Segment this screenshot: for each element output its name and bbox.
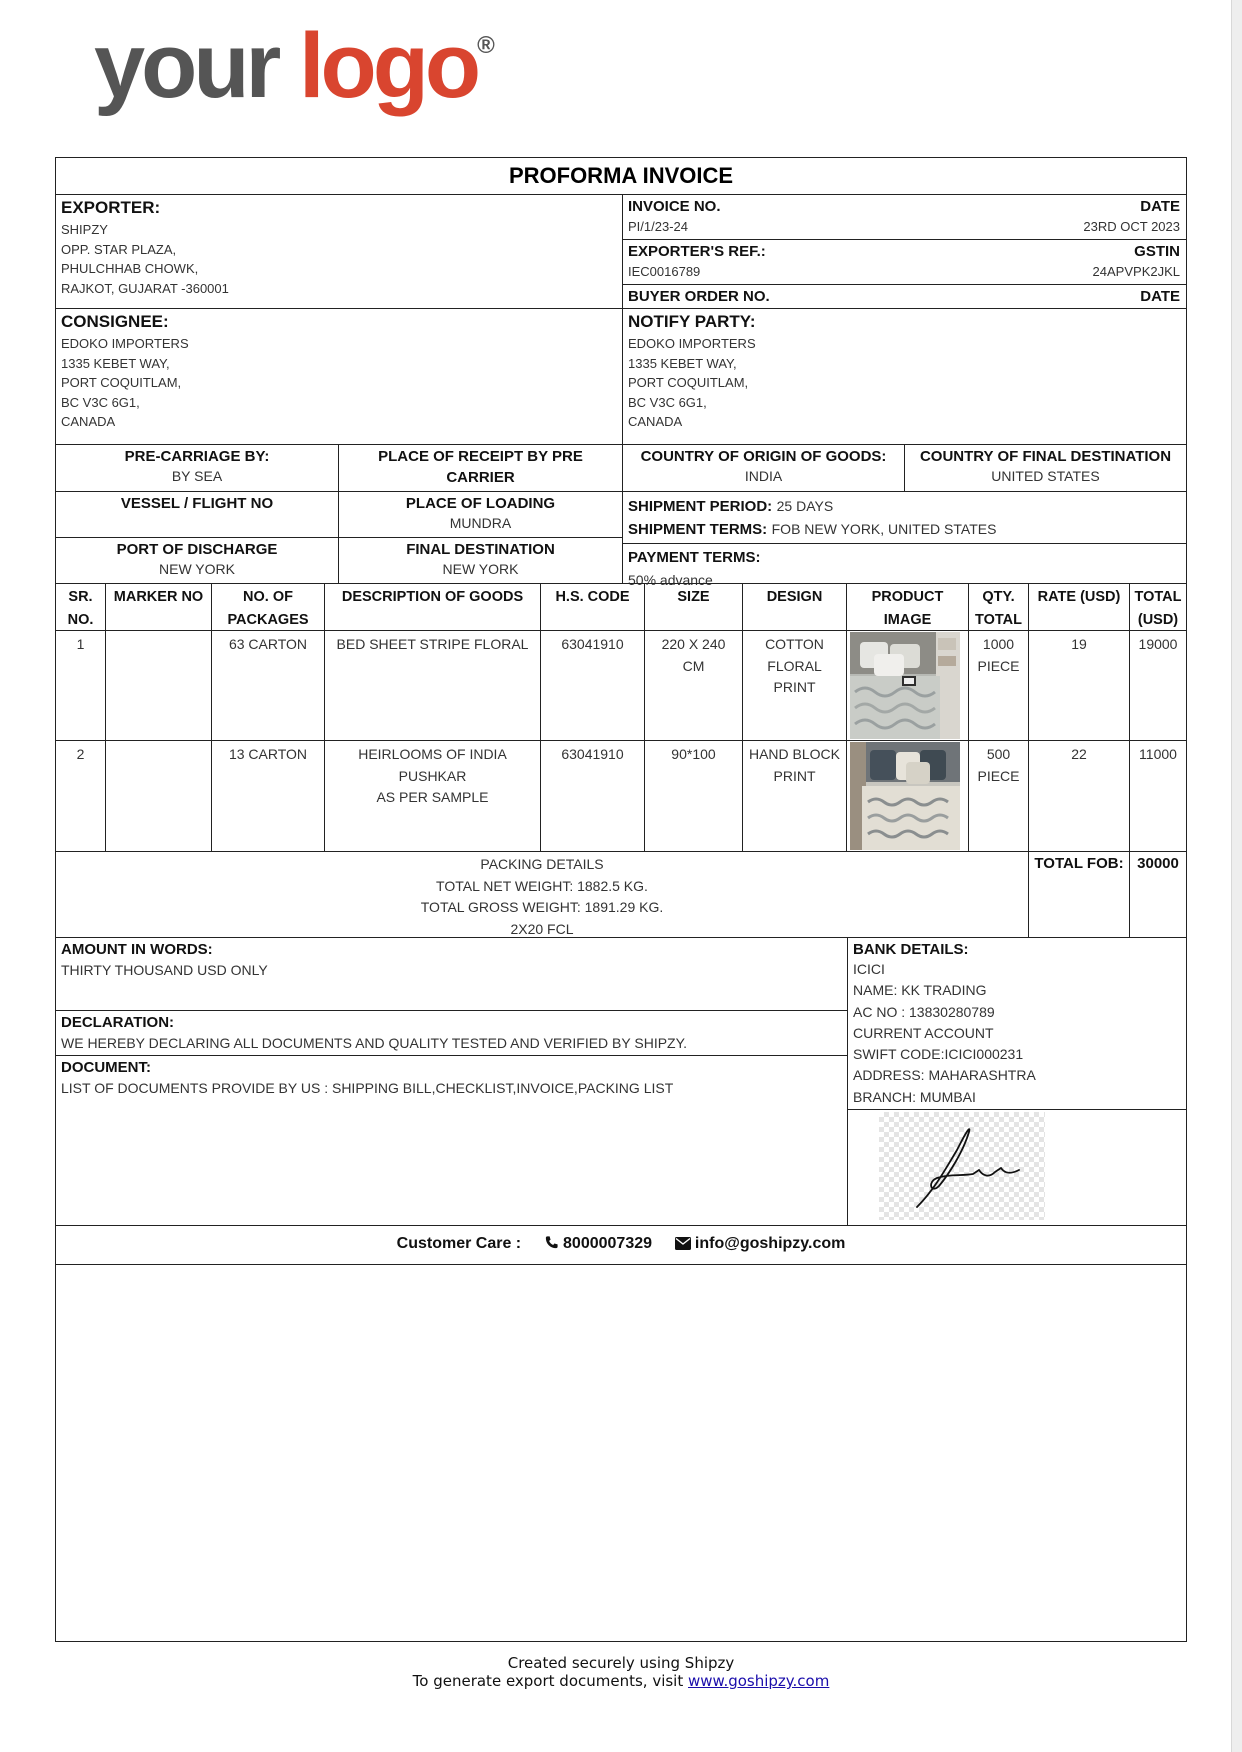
bank-line: SWIFT CODE:ICICI000231 xyxy=(853,1046,1024,1063)
consignee-line: PORT COQUITLAM, xyxy=(61,375,182,390)
exporter-ref-label: EXPORTER'S REF.: xyxy=(628,243,766,260)
bank-line: BRANCH: MUMBAI xyxy=(853,1088,976,1105)
discharge-label: PORT OF DISCHARGE xyxy=(116,541,278,558)
shipment-terms-block xyxy=(622,491,1186,588)
packing-container: 2X20 FCL xyxy=(510,920,574,937)
row-design-line: HAND BLOCK xyxy=(748,746,841,762)
row-design-line: FLORAL xyxy=(767,657,822,674)
footer-visit-text: To generate export documents, visit xyxy=(412,1672,689,1690)
exporter-line: SHIPZY xyxy=(61,222,108,237)
notify-line: BC V3C 6G1, xyxy=(628,394,707,410)
customer-care xyxy=(55,1225,1187,1262)
header-sr: SR. xyxy=(68,589,93,605)
amount-words: THIRTY THOUSAND USD ONLY xyxy=(61,962,268,978)
row-hs xyxy=(540,630,644,740)
row-marker xyxy=(105,630,211,740)
row-qty-line: PIECE xyxy=(977,767,1020,784)
row-desc-line: BED SHEET STRIPE FLORAL xyxy=(336,636,529,652)
notify-block xyxy=(622,308,1186,444)
consignee-line: CANADA xyxy=(61,414,116,429)
precarriage-label: PRE-CARRIAGE BY: xyxy=(124,448,270,465)
col-size xyxy=(644,583,742,630)
row-desc-line: HEIRLOOMS OF INDIA xyxy=(358,746,507,762)
precarriage-cell xyxy=(56,444,338,491)
row-design-line: PRINT xyxy=(773,679,816,695)
invoice-date: 23RD OCT 2023 xyxy=(1083,219,1180,234)
row-total-value: 11000 xyxy=(1139,746,1177,762)
row-packages-value: 63 CARTON xyxy=(228,636,308,652)
consignee-line: 1335 KEBET WAY, xyxy=(61,355,170,371)
row-rate xyxy=(1028,740,1129,851)
row-image-cell xyxy=(846,740,968,851)
customer-care-phone[interactable]: 8000007329 xyxy=(563,1235,653,1252)
row-hs-value: 63041910 xyxy=(561,746,624,762)
bank-line: ICICI xyxy=(853,961,885,977)
signature-image xyxy=(879,1112,1045,1220)
row-description xyxy=(324,630,540,740)
invoice-no: PI/1/23-24 xyxy=(628,219,688,234)
col-design xyxy=(742,583,846,630)
row-packages-value: 13 CARTON xyxy=(228,746,308,762)
table-row xyxy=(56,630,105,740)
customer-care-email[interactable]: info@goshipzy.com xyxy=(694,1235,846,1252)
loading-cell xyxy=(338,491,622,537)
row-image-cell xyxy=(846,630,968,740)
header-design: DESIGN xyxy=(766,589,823,605)
row-packages xyxy=(211,740,324,851)
destination-label: COUNTRY OF FINAL DESTINATION xyxy=(919,448,1172,465)
phone-icon xyxy=(544,1227,559,1264)
notify-line: CANADA xyxy=(628,414,683,429)
header-image: PRODUCT xyxy=(871,589,944,605)
terms-label: SHIPMENT TERMS: xyxy=(628,521,768,538)
buyer-order-label: BUYER ORDER NO. xyxy=(628,288,770,305)
total-fob-value-cell xyxy=(1129,851,1186,937)
row-design-line: COTTON xyxy=(765,636,824,652)
discharge-cell xyxy=(56,537,338,583)
final-destination: NEW YORK xyxy=(442,561,519,577)
envelope-icon xyxy=(675,1227,691,1264)
row-qty-line: PIECE xyxy=(977,657,1020,674)
row-size-line: 220 X 240 xyxy=(661,636,726,652)
row-total xyxy=(1129,630,1186,740)
origin-label: COUNTRY OF ORIGIN OF GOODS: xyxy=(640,448,887,465)
document-label: DOCUMENT: xyxy=(61,1059,151,1076)
document-text: LIST OF DOCUMENTS PROVIDE BY US : SHIPPING BILL,CHECKLIST,INVOICE,PACKING LIST xyxy=(61,1080,674,1096)
final-label: FINAL DESTINATION xyxy=(406,541,555,558)
vessel-cell xyxy=(56,491,338,537)
final-cell xyxy=(338,537,622,583)
exporter-label: EXPORTER: xyxy=(61,198,161,217)
origin: INDIA xyxy=(744,468,783,484)
page-edge xyxy=(1231,0,1242,1752)
row-design xyxy=(742,630,846,740)
col-sr xyxy=(56,583,105,630)
row-sr: 1 xyxy=(76,636,85,652)
footer-link[interactable]: www.goshipzy.com xyxy=(688,1672,830,1690)
loading: MUNDRA xyxy=(449,515,512,531)
period-label: SHIPMENT PERIOD: xyxy=(628,498,773,515)
notify-label: NOTIFY PARTY: xyxy=(628,312,756,331)
row-rate-value: 19 xyxy=(1071,636,1087,652)
precarriage: BY SEA xyxy=(171,468,223,484)
payment-terms: 50% advance xyxy=(628,572,713,588)
bank-line: AC NO : 13830280789 xyxy=(853,1003,995,1020)
receipt-label: PLACE OF RECEIPT BY PRE xyxy=(378,448,583,465)
col-qty xyxy=(968,583,1028,630)
bank-line: ADDRESS: MAHARASHTRA xyxy=(853,1067,1036,1084)
product-image-2 xyxy=(850,742,960,850)
row-qty-line: 500 xyxy=(986,746,1011,762)
header-rate: RATE (USD) xyxy=(1037,589,1121,605)
bank-label: BANK DETAILS: xyxy=(853,941,969,958)
discharge: NEW YORK xyxy=(159,561,235,577)
period: 25 DAYS xyxy=(776,498,834,514)
row-size-line: CM xyxy=(682,657,705,674)
table-row xyxy=(56,740,105,851)
header-total-2: (USD) xyxy=(1137,612,1179,628)
exporter-ref-block xyxy=(622,239,1186,284)
product-image-1 xyxy=(850,632,960,739)
row-packages xyxy=(211,630,324,740)
bank-line: CURRENT ACCOUNT xyxy=(853,1024,994,1041)
row-rate xyxy=(1028,630,1129,740)
header-image-2: IMAGE xyxy=(883,612,932,628)
receipt-cell xyxy=(338,444,622,491)
customer-care-label: Customer Care : xyxy=(396,1235,522,1252)
invoice-no-label: INVOICE NO. xyxy=(628,198,721,215)
row-total-value: 19000 xyxy=(1138,636,1178,652)
consignee-block xyxy=(56,308,622,444)
consignee-label: CONSIGNEE: xyxy=(61,312,169,331)
row-marker xyxy=(105,740,211,851)
header-size: SIZE xyxy=(677,589,710,605)
row-hs xyxy=(540,740,644,851)
row-qty xyxy=(968,740,1028,851)
destination: UNITED STATES xyxy=(991,468,1100,484)
col-rate xyxy=(1028,583,1129,630)
col-image xyxy=(846,583,968,630)
destination-cell xyxy=(904,444,1186,491)
exporter-line: PHULCHHAB CHOWK, xyxy=(61,261,199,276)
packing-net-weight: TOTAL NET WEIGHT: 1882.5 KG. xyxy=(436,877,648,894)
header-total: TOTAL xyxy=(1134,589,1182,605)
notify-line: EDOKO IMPORTERS xyxy=(628,336,756,351)
header-qty: QTY. xyxy=(982,589,1015,605)
footer xyxy=(0,1654,1242,1690)
exporter-line: RAJKOT, GUJARAT -360001 xyxy=(61,280,229,296)
row-size-line: 90*100 xyxy=(671,746,716,762)
gstin-label: GSTIN xyxy=(1134,243,1180,260)
declaration-block xyxy=(56,1010,847,1055)
col-hs xyxy=(540,583,644,630)
gstin: 24APVPK2JKL xyxy=(1092,264,1180,279)
packing-details xyxy=(56,851,1028,937)
receipt-label-2: CARRIER xyxy=(446,469,515,486)
loading-label: PLACE OF LOADING xyxy=(405,495,556,512)
payment-label: PAYMENT TERMS: xyxy=(628,549,761,566)
row-sr: 2 xyxy=(76,746,85,762)
header-hs: H.S. CODE xyxy=(555,589,630,605)
col-description xyxy=(324,583,540,630)
bank-details-block xyxy=(847,937,1186,1109)
row-size xyxy=(644,630,742,740)
shipment-terms: FOB NEW YORK, UNITED STATES xyxy=(771,521,997,537)
vessel-label: VESSEL / FLIGHT NO xyxy=(120,495,274,512)
row-hs-value: 63041910 xyxy=(561,636,624,652)
row-design-line: PRINT xyxy=(773,767,816,784)
header-qty-2: TOTAL xyxy=(975,612,1022,628)
bank-line: NAME: KK TRADING xyxy=(853,982,987,999)
total-fob-cell xyxy=(1028,851,1129,937)
row-design xyxy=(742,740,846,851)
declaration-text: WE HEREBY DECLARING ALL DOCUMENTS AND QUALITY TESTED AND VERIFIED BY SHIPZY. xyxy=(61,1035,688,1051)
invoice-frame xyxy=(55,157,1187,1642)
row-qty xyxy=(968,630,1028,740)
notify-line: PORT COQUITLAM, xyxy=(628,375,749,390)
page-title: PROFORMA INVOICE xyxy=(508,163,734,188)
row-desc-line: PUSHKAR xyxy=(398,767,467,784)
row-size xyxy=(644,740,742,851)
exporter-line: OPP. STAR PLAZA, xyxy=(61,241,177,257)
total-fob-label: TOTAL FOB: xyxy=(1034,855,1124,872)
row-rate-value: 22 xyxy=(1071,746,1087,762)
invoice-no-block xyxy=(622,194,1186,239)
exporter-ref: IEC0016789 xyxy=(628,264,701,279)
col-marker xyxy=(105,583,211,630)
total-fob-value: 30000 xyxy=(1137,855,1179,872)
buyer-order-block xyxy=(622,284,1186,308)
footer-created: Created securely using Shipzy xyxy=(507,1654,735,1672)
row-description xyxy=(324,740,540,851)
amount-words-block xyxy=(56,937,847,1010)
consignee-line: BC V3C 6G1, xyxy=(61,394,140,410)
col-total xyxy=(1129,583,1186,630)
amount-words-label: AMOUNT IN WORDS: xyxy=(61,941,213,958)
consignee-line: EDOKO IMPORTERS xyxy=(61,336,189,351)
row-qty-line: 1000 xyxy=(982,636,1015,652)
header-packages-2: PACKAGES xyxy=(227,612,309,628)
declaration-label: DECLARATION: xyxy=(61,1014,175,1031)
row-desc-line: AS PER SAMPLE xyxy=(376,789,489,805)
row-total xyxy=(1129,740,1186,851)
origin-cell xyxy=(622,444,904,491)
document-block xyxy=(56,1055,847,1225)
header-description: DESCRIPTION OF GOODS xyxy=(341,589,524,605)
notify-line: 1335 KEBET WAY, xyxy=(628,355,737,371)
invoice-date-label: DATE xyxy=(1140,198,1180,215)
packing-gross-weight: TOTAL GROSS WEIGHT: 1891.29 KG. xyxy=(420,899,664,915)
header-marker: MARKER NO xyxy=(113,589,204,605)
company-logo: your logo® xyxy=(94,15,495,117)
packing-title: PACKING DETAILS xyxy=(480,856,604,872)
header-sr-2: NO. xyxy=(67,612,94,628)
exporter-block xyxy=(56,194,622,308)
header-packages: NO. OF xyxy=(243,589,293,605)
buyer-date-label: DATE xyxy=(1140,288,1180,305)
col-packages xyxy=(211,583,324,630)
